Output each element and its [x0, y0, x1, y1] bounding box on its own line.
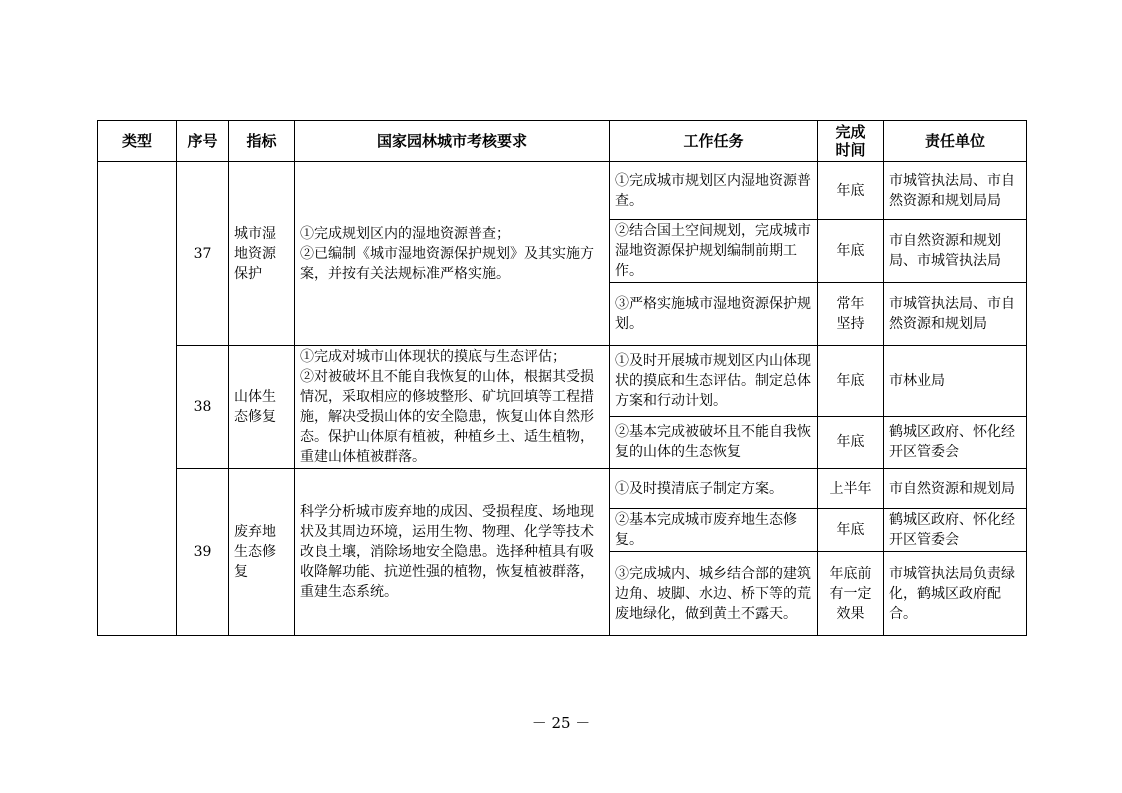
- indicator-cell: 废弃地 生态修 复: [229, 469, 295, 636]
- unit-cell: 市城管执法局、市自然资源和规划局: [884, 283, 1027, 346]
- task-cell: ①完成城市规划区内湿地资源普查。: [610, 162, 818, 220]
- indicator-cell: 城市湿 地资源 保护: [229, 162, 295, 346]
- unit-cell: 市林业局: [884, 346, 1027, 417]
- task-cell: ②结合国土空间规划，完成城市湿地资源保护规划编制前期工作。: [610, 220, 818, 283]
- requirement-cell: 科学分析城市废弃地的成因、受损程度、场地现状及其周边环境，运用生物、物理、化学等技术改良土壤，消除场地安全隐患。选择种植具有吸收降解功能、抗逆性强的植物，恢复植被群落，重建生态系统。: [295, 469, 610, 636]
- header-task: 工作任务: [610, 121, 818, 162]
- requirement-cell: ①完成规划区内的湿地资源普查； ②已编制《城市湿地资源保护规划》及其实施方案，并按有关法规标准严格实施。: [295, 162, 610, 346]
- task-cell: ①及时摸清底子制定方案。: [610, 469, 818, 509]
- unit-cell: 市城管执法局负责绿化，鹤城区政府配合。: [884, 552, 1027, 636]
- header-indicator: 指标: [229, 121, 295, 162]
- time-cell: 年底前 有一定 效果: [818, 552, 884, 636]
- table-row: [98, 162, 1027, 220]
- task-cell: ③完成城内、城乡结合部的建筑边角、坡脚、水边、桥下等的荒废地绿化，做到黄土不露天。: [610, 552, 818, 636]
- table-row: [98, 346, 1027, 417]
- unit-cell: 市自然资源和规划局、市城管执法局: [884, 220, 1027, 283]
- header-type: 类型: [98, 121, 177, 162]
- task-cell: ②基本完成城市废弃地生态修复。: [610, 509, 818, 552]
- assessment-table: [97, 120, 1027, 636]
- page-number: － 25 －: [531, 714, 591, 732]
- header-row: [98, 121, 1027, 162]
- time-cell: 年底: [818, 346, 884, 417]
- unit-cell: 市自然资源和规划局: [884, 469, 1027, 509]
- time-cell: 常年 坚持: [818, 283, 884, 346]
- unit-cell: 市城管执法局、市自然资源和规划局局: [884, 162, 1027, 220]
- requirement-cell: ①完成对城市山体现状的摸底与生态评估； ②对被破坏且不能自我恢复的山体，根据其受损情况，采取相应的修坡整形、矿坑回填等工程措施，解决受损山体的安全隐患，恢复山体自然形态。保护山体原有植被，种植乡土、适生植物，重建山体植被群落。: [295, 346, 610, 469]
- row-number: 37: [177, 162, 229, 346]
- row-number: 38: [177, 346, 229, 469]
- header-completion-time: 完成 时间: [818, 121, 884, 162]
- task-cell: ②基本完成被破坏且不能自我恢复的山体的生态恢复: [610, 416, 818, 468]
- unit-cell: 鹤城区政府、怀化经开区管委会: [884, 416, 1027, 468]
- time-cell: 年底: [818, 220, 884, 283]
- time-cell: 年底: [818, 416, 884, 468]
- task-cell: ①及时开展城市规划区内山体现状的摸底和生态评估。制定总体方案和行动计划。: [610, 346, 818, 417]
- table-row: [98, 469, 1027, 509]
- indicator-cell: 山体生 态修复: [229, 346, 295, 469]
- time-cell: 年底: [818, 162, 884, 220]
- header-responsible-unit: 责任单位: [884, 121, 1027, 162]
- header-number: 序号: [177, 121, 229, 162]
- time-cell: 上半年: [818, 469, 884, 509]
- task-cell: ③严格实施城市湿地资源保护规划。: [610, 283, 818, 346]
- unit-cell: 鹤城区政府、怀化经开区管委会: [884, 509, 1027, 552]
- time-cell: 年底: [818, 509, 884, 552]
- row-number: 39: [177, 469, 229, 636]
- type-cell: [98, 162, 177, 636]
- header-requirement: 国家园林城市考核要求: [295, 121, 610, 162]
